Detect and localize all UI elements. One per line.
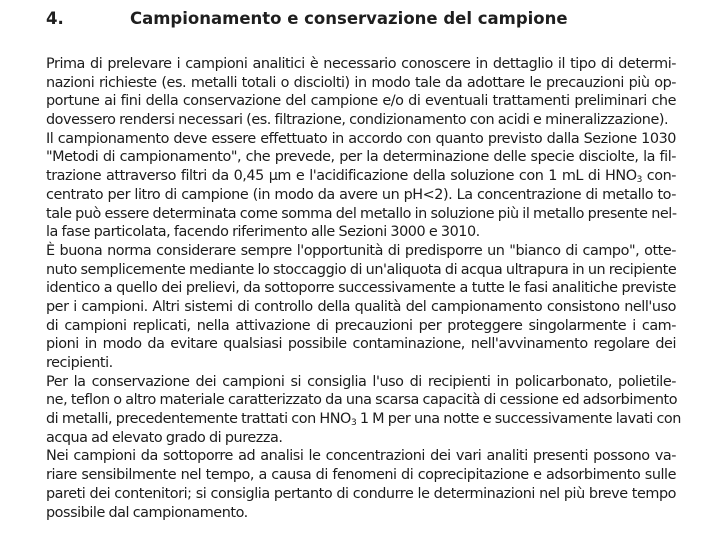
- text-segment: con-: [641, 168, 677, 185]
- text-line: riare sensibilmente nel tempo, a causa di fenomeni di coprecipitazione e adsorbimento sulle: [46, 467, 676, 484]
- text-line: tale può essere determinata come somma del metallo in soluzione più il metallo presente nel-: [46, 205, 677, 222]
- text-line: possibile dal campionamento.: [46, 504, 248, 521]
- text-line: recipienti.: [46, 355, 113, 371]
- text-line: Per la conservazione dei campioni si consiglia l'uso di recipienti in policarbonato, polietile-: [46, 373, 676, 390]
- text-segment: 1 M per una notte e successivamente lavati con: [356, 411, 681, 428]
- text-line: nazioni richieste (es. metalli totali o disciolti) in modo tale da adottare le precauzioni più op-: [46, 74, 676, 91]
- text-line: È buona norma considerare sempre l'opportunità di predisporre un "bianco di campo", otte-: [46, 242, 676, 259]
- section-heading: [46, 6, 686, 32]
- text-line: nuto semplicemente mediante lo stoccaggio di un'aliquota di acqua ultrapura in un recipiente: [46, 261, 677, 278]
- subscript: 3: [636, 175, 642, 186]
- section-number: 4.: [46, 9, 64, 28]
- subscript: 3: [350, 418, 357, 429]
- text-line: Il campionamento deve essere effettuato in accordo con quanto previsto dalla Sezione 1030: [46, 130, 676, 147]
- text-line: ne, teflon o altro materiale caratterizzato da una scarsa capacità di cessione ed adsorbimento: [46, 392, 678, 409]
- text-line: la fase particolata, facendo riferimento alle Sezioni 3000 e 3010.: [46, 224, 480, 241]
- text-segment: di metalli, precedentemente trattati con HNO: [46, 411, 351, 428]
- body-text: [46, 55, 681, 522]
- text-line: di campioni replicati, nella attivazione di precauzioni per proteggere singolarmente i cam-: [46, 317, 676, 334]
- text-line: Nei campioni da sottoporre ad analisi le concentrazioni dei vari analiti presenti possono va-: [46, 448, 676, 465]
- text-line: identico a quello dei prelievi, da sottoporre successivamente a tutte le fasi analitiche previste: [46, 280, 676, 297]
- text-line: acqua ad elevato grado di purezza.: [46, 429, 283, 446]
- text-line: portune ai fini della conservazione del campione e/o di eventuali trattamenti preliminari che: [46, 93, 676, 110]
- section-title: Campionamento e conservazione del campione: [130, 9, 568, 28]
- text-line: "Metodi di campionamento", che prevede, per la determinazione delle specie disciolte, la fil-: [46, 149, 676, 166]
- text-line: Prima di prelevare i campioni analitici è necessario conoscere in dettaglio il tipo di determi-: [46, 56, 676, 72]
- text-line: per i campioni. Altri sistemi di controllo della qualità del campionamento consistono nell'uso: [46, 298, 676, 315]
- text-line: centrato per litro di campione (in modo da avere un pH<2). La concentrazione di metallo to-: [46, 186, 676, 203]
- text-segment: trazione attraverso filtri da 0,45 µm e l'acidificazione della soluzione con 1 mL di HNO: [46, 168, 637, 185]
- text-line-with-formula: [46, 410, 681, 429]
- text-line: pareti dei contenitori; si consiglia pertanto di condurre le determinazioni nel più breve tempo: [46, 485, 676, 502]
- text-line-with-formula: [46, 167, 676, 186]
- text-line: pioni in modo da evitare qualsiasi possibile contaminazione, nell'avvinamento regolare dei: [46, 336, 676, 353]
- text-line: dovessero rendersi necessari (es. filtrazione, condizionamento con acidi e mineralizzazione).: [46, 112, 669, 129]
